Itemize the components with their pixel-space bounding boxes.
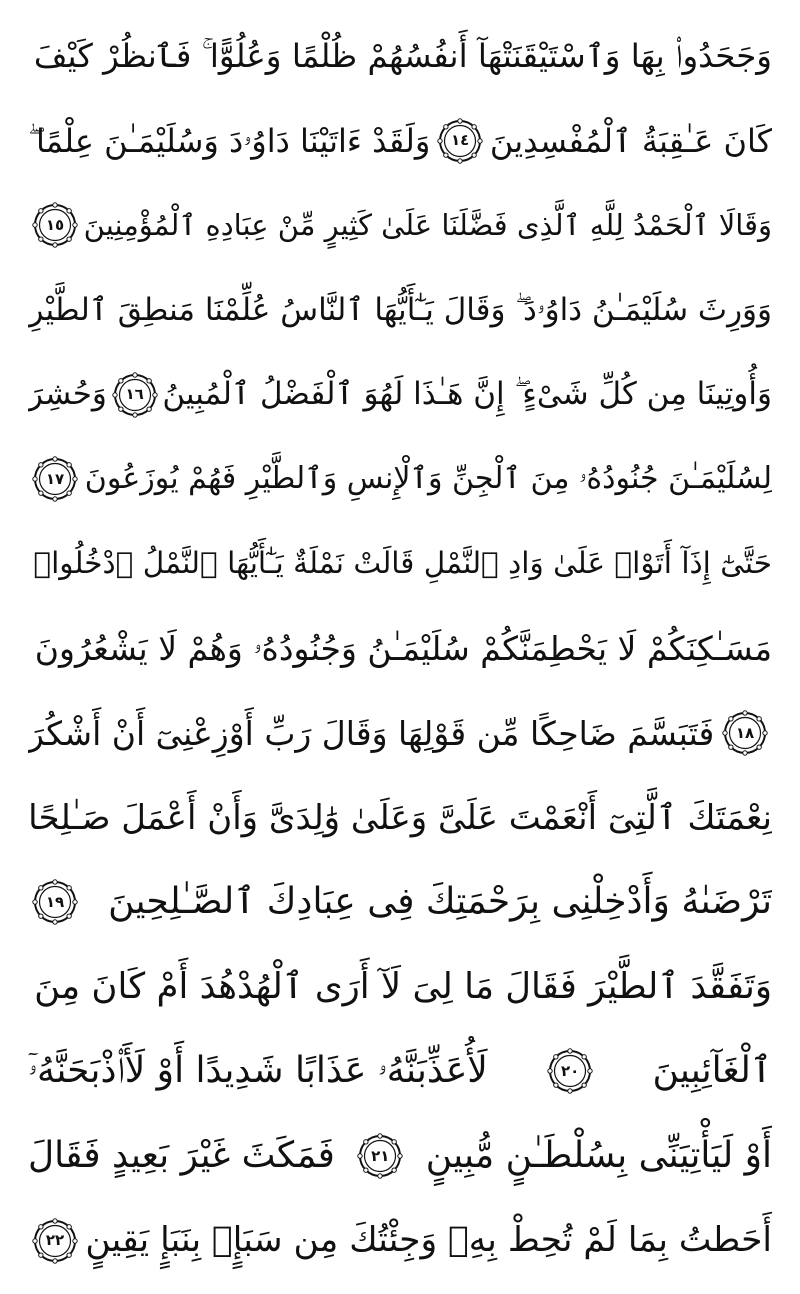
- verse-text: كَانَ عَـٰقِبَةُ ٱلْمُفْسِدِينَ: [489, 121, 772, 160]
- verse-number-marker: [32, 456, 78, 502]
- quran-page: [28, 14, 772, 1284]
- verse-number: ٢١: [371, 1146, 390, 1165]
- verse-text: وَجَحَدُوا۟ بِهَا وَٱسْتَيْقَنَتْهَآ أَنفُسُهُمْ ظُلْمًا وَعُلُوًّا ۚ فَٱنظُرْ كَيْفَ: [33, 37, 772, 76]
- text-line: [28, 860, 772, 945]
- text-line: [28, 606, 772, 691]
- verse-number-marker: [32, 879, 78, 925]
- verse-text: وَلَقَدْ ءَاتَيْنَا دَاوُۥدَ وَسُلَيْمَـٰنَ عِلْمًا ۖ: [28, 121, 431, 160]
- verse-text: نِعْمَتَكَ ٱلَّتِىٓ أَنْعَمْتَ عَلَىَّ وَعَلَىٰ وَٰلِدَىَّ وَأَنْ أَعْمَلَ صَـٰلِحًا: [28, 797, 772, 838]
- text-line: [28, 268, 772, 353]
- text-line: [28, 1029, 772, 1114]
- verse-text: ٱلْغَآئِبِينَ: [652, 1050, 772, 1092]
- verse-number-marker: [722, 710, 768, 756]
- text-line: [28, 945, 772, 1030]
- verse-number-marker: [112, 372, 158, 418]
- verse-text: فَمَكَثَ غَيْرَ بَعِيدٍ فَقَالَ: [28, 1135, 335, 1177]
- verse-number: ١٩: [45, 892, 65, 911]
- text-line: [28, 437, 772, 522]
- verse-number: ١٤: [450, 131, 470, 150]
- text-line: [28, 691, 772, 776]
- verse-text: لِسُلَيْمَـٰنَ جُنُودُهُۥ مِنَ ٱلْجِنِّ وَٱلْإِنسِ وَٱلطَّيْرِ فَهُمْ يُوزَعُونَ: [84, 461, 772, 497]
- verse-text: وَأُوتِينَا مِن كُلِّ شَىْءٍ ۖ إِنَّ هَـٰذَا لَهُوَ ٱلْفَضْلُ ٱلْمُبِينُ: [162, 376, 772, 413]
- verse-number-marker: [437, 118, 483, 164]
- text-line: [28, 522, 772, 607]
- verse-number-marker: [547, 1048, 593, 1094]
- verse-number-marker: [357, 1133, 403, 1179]
- verse-number: ١٥: [45, 215, 65, 234]
- text-line: [28, 1198, 772, 1283]
- verse-text: مَسَـٰكِنَكُمْ لَا يَحْطِمَنَّكُمْ سُلَيْمَـٰنُ وَجُنُودُهُۥ وَهُمْ لَا يَشْعُرُونَ: [34, 628, 772, 668]
- verse-number: ٢٠: [560, 1061, 580, 1080]
- text-line: [28, 99, 772, 184]
- verse-text: وَتَفَقَّدَ ٱلطَّيْرَ فَقَالَ مَا لِىَ لَآ أَرَى ٱلْهُدْهُدَ أَمْ كَانَ مِنَ: [34, 966, 772, 1008]
- verse-text: وَحُشِرَ: [28, 376, 107, 413]
- text-line: [28, 183, 772, 268]
- verse-number: ١٧: [45, 469, 65, 488]
- verse-text: حَتَّىٰٓ إِذَآ أَتَوْا۟ عَلَىٰ وَادِ ٱلنَّمْلِ قَالَتْ نَمْلَةٌ يَـٰٓأَيُّهَا ٱلنَّمْلُ ٱدْخُلُوا۟: [33, 546, 772, 581]
- text-line: [28, 14, 772, 99]
- verse-text: أَحَطتُ بِمَا لَمْ تُحِطْ بِهِۦ وَجِئْتُكَ مِن سَبَإٍۭ بِنَبَإٍ يَقِينٍ: [85, 1220, 772, 1261]
- verse-text: فَتَبَسَّمَ ضَاحِكًا مِّن قَوْلِهَا وَقَالَ رَبِّ أَوْزِعْنِىٓ أَنْ أَشْكُرَ: [28, 713, 715, 753]
- verse-number: ٢٢: [45, 1231, 65, 1250]
- text-line: [28, 775, 772, 860]
- verse-text: أَوْ لَيَأْتِيَنِّى بِسُلْطَـٰنٍ مُّبِينٍ: [425, 1135, 772, 1177]
- verse-text: وَقَالَا ٱلْحَمْدُ لِلَّهِ ٱلَّذِى فَضَّلَنَا عَلَىٰ كَثِيرٍ مِّنْ عِبَادِهِ ٱلْمُؤْمِنِينَ: [83, 207, 772, 242]
- verse-text: وَوَرِثَ سُلَيْمَـٰنُ دَاوُۥدَ ۖ وَقَالَ يَـٰٓأَيُّهَا ٱلنَّاسُ عُلِّمْنَا مَنطِقَ ٱلطَّيْرِ: [28, 291, 772, 328]
- verse-text: لَأُعَذِّبَنَّهُۥ عَذَابًا شَدِيدًا أَوْ لَأَا۟ذْبَحَنَّهُۥٓ: [28, 1050, 488, 1092]
- verse-number: ١٨: [735, 723, 755, 742]
- verse-text: تَرْضَىٰهُ وَأَدْخِلْنِى بِرَحْمَتِكَ فِى عِبَادِكَ ٱلصَّـٰلِحِينَ: [108, 881, 772, 923]
- verse-number-marker: [32, 1218, 78, 1264]
- verse-number: ١٦: [125, 385, 144, 404]
- text-line: [28, 352, 772, 437]
- text-line: [28, 1114, 772, 1199]
- verse-number-marker: [32, 202, 78, 248]
